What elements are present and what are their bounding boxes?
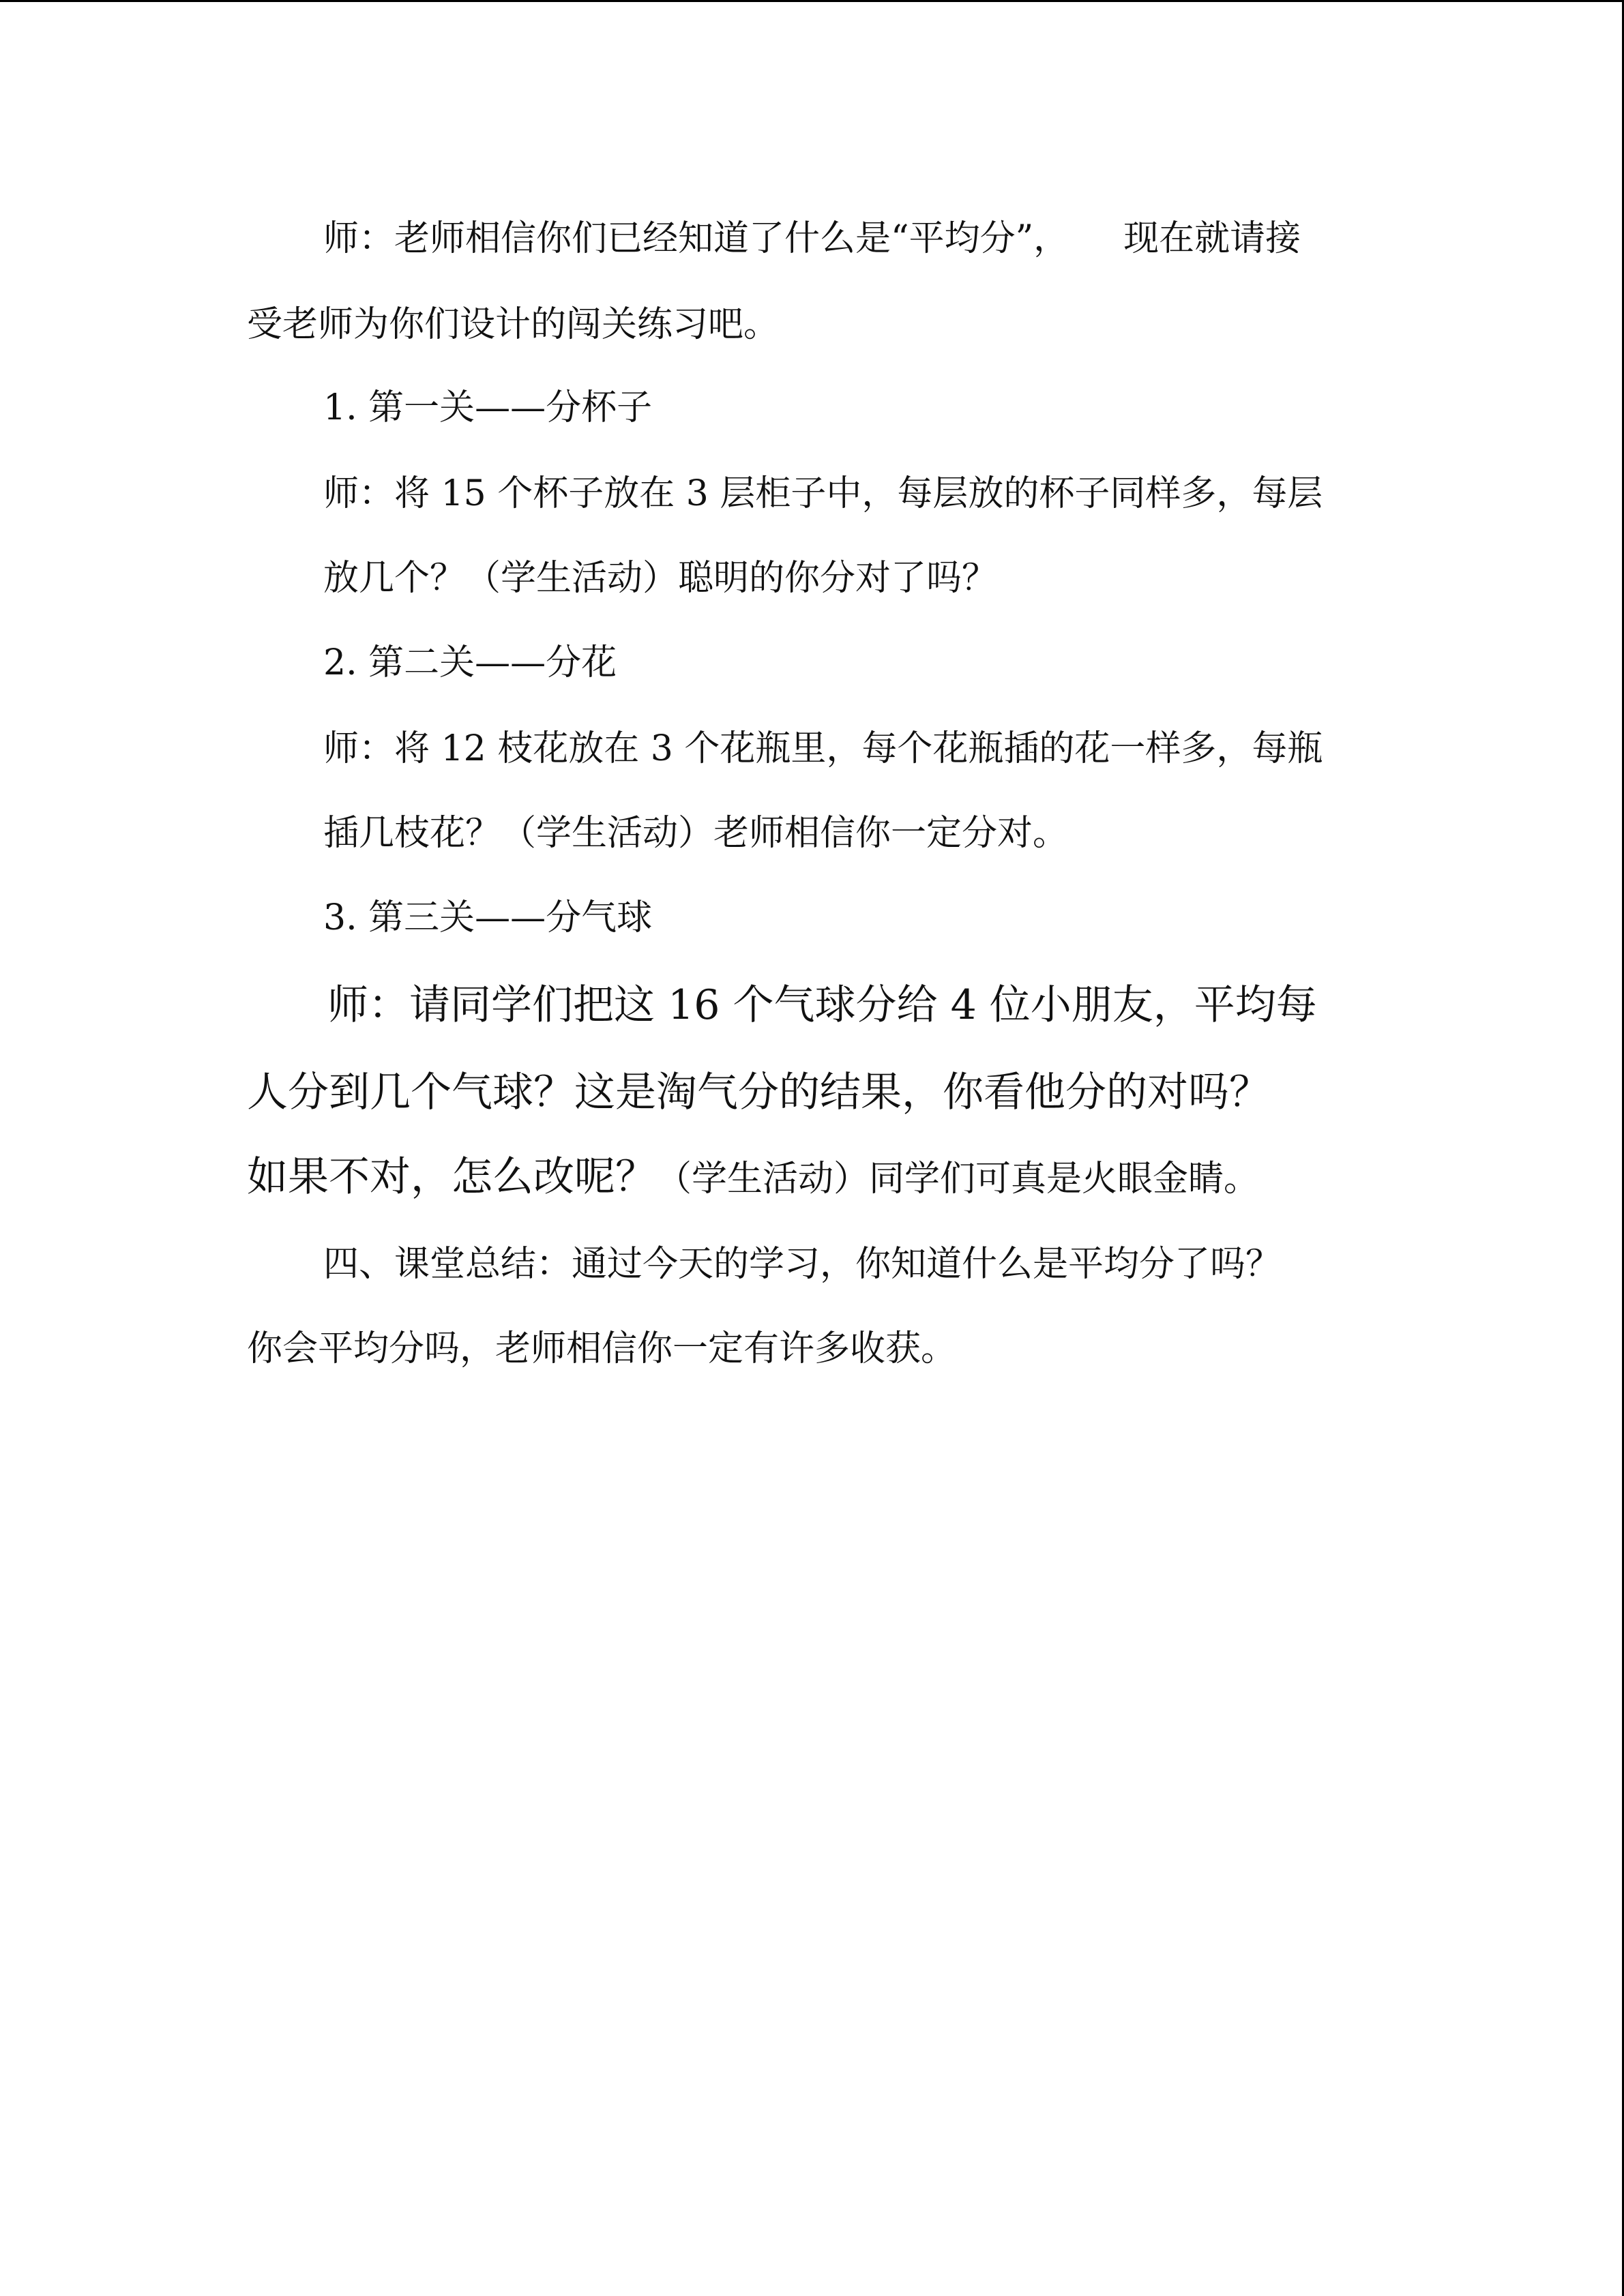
intro-text-b: 现在就请接 (1123, 218, 1301, 259)
summary-line-1: 四、课堂总结：通过今天的学习，你知道什么是平均分了吗？ (323, 1244, 1282, 1285)
level3-line-1: 师：请同学们把这 16 个气球分给 4 位小朋友，平均每 (327, 981, 1317, 1029)
summary-line-2: 你会平均分吗，老师相信你一定有许多收获。 (247, 1328, 957, 1369)
level1-line-2: 放几个？（学生活动）聪明的你分对了吗？ (323, 558, 998, 599)
level3-heading: 3. 第三关——分气球 (323, 897, 653, 938)
level3-line-3-a: 如果不对，怎么改呢？ (247, 1153, 656, 1201)
level3-line-3-b: （学生活动）同学们可真是火眼金睛。 (656, 1159, 1260, 1199)
intro-text-a: 师：老师相信你们已经知道了什么是“平均分”， (323, 218, 1069, 259)
level1-line-1: 师：将 15 个杯子放在 3 层柜子中，每层放的杯子同样多，每层 (323, 473, 1323, 514)
level3-line-2: 人分到几个气球？这是淘气分的结果，你看他分的对吗？ (247, 1069, 1270, 1116)
level2-line-1: 师：将 12 枝花放在 3 个花瓶里，每个花瓶插的花一样多，每瓶 (323, 728, 1323, 769)
intro-line-1 (323, 217, 1301, 260)
level2-line-2: 插几枝花？（学生活动）老师相信你一定分对。 (323, 813, 1069, 854)
intro-line-2: 受老师为你们设计的闯关练习吧。 (247, 304, 780, 345)
level2-heading: 2. 第二关——分花 (323, 642, 617, 683)
level1-heading: 1. 第一关——分杯子 (323, 387, 653, 428)
